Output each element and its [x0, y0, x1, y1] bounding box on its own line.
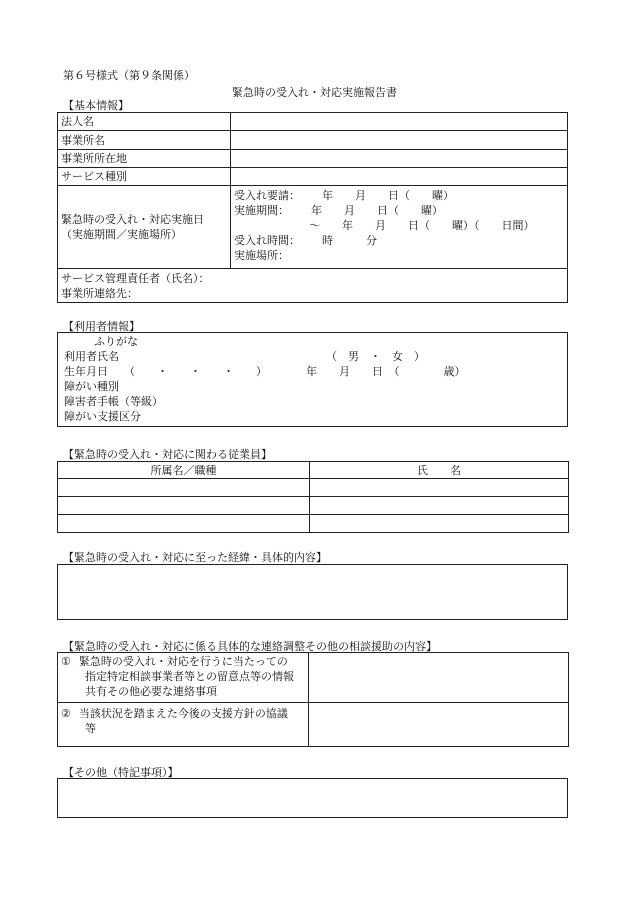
support-level-label: 障がい支援区分 [64, 410, 141, 423]
request-label: 受入れ要請： [234, 189, 300, 202]
office-address-label: 事業所所在地 [58, 150, 231, 168]
page-title: 緊急時の受入れ・対応実施報告書 [232, 86, 397, 99]
staff-col-name: 氏 名 [310, 462, 569, 479]
contact-label: 事業所連絡先： [61, 286, 138, 300]
place-label: 実施場所： [234, 249, 289, 262]
corp-name-field[interactable] [231, 113, 568, 131]
other-heading: 【その他（特記事項）】 [63, 766, 179, 779]
coordination-table [57, 652, 569, 747]
birth-era[interactable]: （ ・ ・ ・ ） [124, 365, 267, 378]
staff-row-3-name[interactable] [310, 515, 569, 533]
item-2-number: ② [61, 707, 71, 720]
period-label-2: （実施期間／実施場所） [61, 228, 182, 241]
period-to: ～ 年 月 日（ 曜）（ 日間） [309, 219, 535, 232]
item-2-line-1: 当該状況を踏まえた今後の支援方針の協議 [78, 707, 288, 720]
service-type-label: サービス種別 [58, 168, 231, 186]
details-heading: 【緊急時の受入れ・対応に至った経緯・具体的内容】 [63, 551, 327, 564]
other-box[interactable] [57, 778, 568, 818]
time-value: 時 分 [322, 234, 377, 247]
period-detail-cell[interactable] [231, 186, 568, 269]
period-label: 実施期間： [234, 204, 289, 217]
disability-type-label: 障がい種別 [64, 380, 119, 393]
manager-contact-cell[interactable] [58, 269, 568, 303]
period-from: 年 月 日（ 曜） [311, 204, 443, 217]
service-type-field[interactable] [231, 168, 568, 186]
office-name-label: 事業所名 [58, 131, 231, 150]
furigana-label: ふりがな [94, 335, 138, 348]
item-1-line-3: 共有その他必要な連絡事項 [85, 685, 217, 698]
request-date: 年 月 日（ 曜） [322, 189, 454, 202]
coordination-item-2-field[interactable] [309, 703, 569, 747]
coordination-item-2-label [58, 703, 309, 747]
coordination-heading: 【緊急時の受入れ・対応に係る具体的な連絡調整その他の相談援助の内容】 [63, 640, 437, 653]
form-number: 第６号様式（第９条関係） [63, 69, 195, 82]
staff-row-2-name[interactable] [310, 497, 569, 515]
staff-row-1-name[interactable] [310, 479, 569, 497]
time-label: 受入れ時間： [234, 234, 300, 247]
staff-row-3-affiliation[interactable] [58, 515, 310, 533]
item-1-line-1: 緊急時の受入れ・対応を行うに当たっての [78, 655, 288, 668]
basic-info-table [57, 112, 568, 303]
gender-select[interactable]: （ 男 ・ 女 ） [326, 350, 425, 363]
user-name-label: 利用者氏名 [64, 350, 119, 363]
period-label-1: 緊急時の受入れ・対応実施日 [61, 213, 204, 226]
item-1-line-2: 指定特定相談事業者等との留意点等の情報 [85, 670, 294, 683]
handbook-label: 障害者手帳（等級） [64, 395, 163, 408]
coordination-item-1-label [58, 653, 309, 703]
birth-date[interactable]: 年 月 日 （ 歳） [306, 365, 466, 378]
basic-info-heading: 【基本情報】 [63, 99, 129, 112]
user-info-box[interactable] [57, 332, 568, 427]
manager-label: サービス管理責任者（氏名）： [61, 271, 210, 285]
staff-col-affiliation: 所属名／職種 [58, 462, 310, 479]
details-box[interactable] [57, 564, 568, 620]
period-label-cell [58, 186, 231, 269]
staff-heading: 【緊急時の受入れ・対応に関わる従業員】 [63, 448, 272, 461]
office-name-field[interactable] [231, 131, 568, 150]
birth-label: 生年月日 [64, 365, 108, 378]
office-address-field[interactable] [231, 150, 568, 168]
staff-row-2-affiliation[interactable] [58, 497, 310, 515]
staff-table [57, 461, 569, 533]
item-1-number: ① [61, 655, 71, 668]
corp-name-label: 法人名 [58, 113, 231, 131]
item-2-line-2: 等 [85, 722, 96, 735]
coordination-item-1-field[interactable] [309, 653, 569, 703]
staff-row-1-affiliation[interactable] [58, 479, 310, 497]
user-info-heading: 【利用者情報】 [63, 320, 140, 333]
